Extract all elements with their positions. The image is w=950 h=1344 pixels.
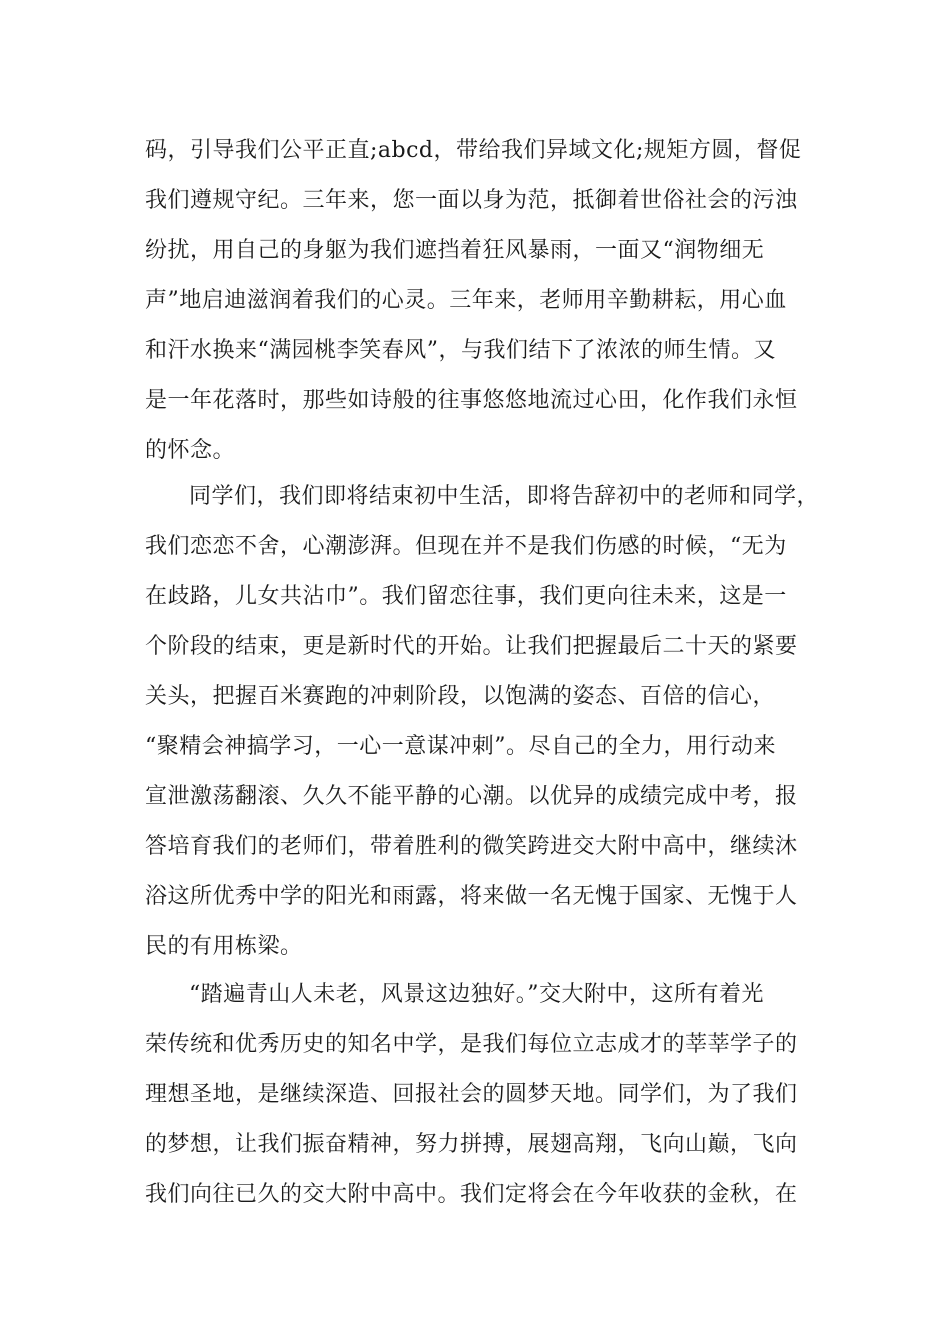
text-line: 的梦想，让我们振奋精神，努力拼搏，展翅高翔，飞向山巅，飞向 — [145, 1132, 798, 1157]
text-line: 我们恋恋不舍，心潮澎湃。但现在并不是我们伤感的时候，“无为 — [145, 534, 787, 559]
text-line: 声”地启迪滋润着我们的心灵。三年来，老师用辛勤耕耘，用心血 — [145, 288, 787, 313]
text-line: 在歧路，儿女共沾巾”。我们留恋往事，我们更向往未来，这是一 — [145, 584, 787, 609]
paragraph-2 — [145, 472, 820, 972]
text-line: 宣泄激荡翻滚、久久不能平静的心潮。以优异的成绩完成中考，报 — [145, 784, 798, 809]
text-line: 是一年花落时，那些如诗般的往事悠悠地流过心田，化作我们永恒 — [145, 388, 798, 413]
paragraph-3 — [145, 970, 815, 1220]
text-line: 我们向往已久的交大附中高中。我们定将会在今年收获的金秋，在 — [145, 1182, 798, 1207]
text-line: 答培育我们的老师们，带着胜利的微笑跨进交大附中高中，继续沐 — [145, 834, 798, 859]
text-line: 我们遵规守纪。三年来，您一面以身为范，抵御着世俗社会的污浊 — [145, 188, 798, 213]
text-line: “踏遍青山人未老，风景这边独好。”交大附中，这所有着光 — [189, 982, 764, 1007]
text-line: 荣传统和优秀历史的知名中学，是我们每位立志成才的莘莘学子的 — [145, 1032, 798, 1057]
text-line: 民的有用栋梁。 — [145, 934, 303, 959]
paragraph-1 — [145, 126, 815, 476]
text-line: “聚精会神搞学习，一心一意谋冲刺”。尽自己的全力，用行动来 — [145, 734, 776, 759]
text-line: 和汗水换来“满园桃李笑春风”，与我们结下了浓浓的师生情。又 — [145, 338, 776, 363]
text-line: 的怀念。 — [145, 438, 236, 463]
text-line: 纷扰，用自己的身躯为我们遮挡着狂风暴雨，一面又“润物细无 — [145, 238, 765, 263]
text-line: 个阶段的结束，更是新时代的开始。让我们把握最后二十天的紧要 — [145, 634, 798, 659]
text-line: 码，引导我们公平正直;abcd，带给我们异域文化;规矩方圆，督促 — [145, 138, 802, 163]
text-line: 关头，把握百米赛跑的冲刺阶段，以饱满的姿态、百倍的信心， — [145, 684, 776, 709]
text-line: 浴这所优秀中学的阳光和雨露，将来做一名无愧于国家、无愧于人 — [145, 884, 798, 909]
text-line: 同学们，我们即将结束初中生活，即将告辞初中的老师和同学， — [189, 484, 820, 509]
text-line: 理想圣地，是继续深造、回报社会的圆梦天地。同学们，为了我们 — [145, 1082, 798, 1107]
